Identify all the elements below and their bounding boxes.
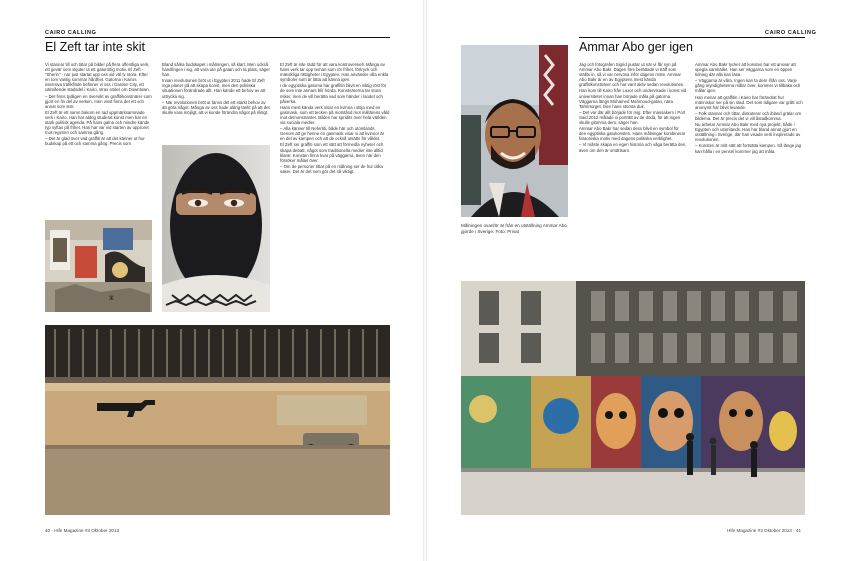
graffiti-wall-photo bbox=[45, 220, 152, 312]
mural-street-photo bbox=[461, 281, 805, 515]
page-folio-right: Hife Magazine #3 Oktober 2013 - 41 bbox=[727, 528, 802, 533]
paragraph: Han kom till Kairo från Luxor och undervisade i konst vid universitetet innan han började måla på gatorna. Väggarna längs Mohamed Mahmoud-gatan, nära Tahrirtorget, blev hans största duk. bbox=[579, 88, 687, 109]
paragraph: – Alla känner till Nefertiti, både här och utomlands. Genom att ge henne en gasmask visar vi att kvinnor är en del av kampen och att de också utsätts för våldet. bbox=[280, 126, 385, 142]
rifle-graffiti-street-photo bbox=[45, 325, 390, 515]
paragraph: Bland så/ka budskapet i målningen, så klart. Men också handlingen i sig, att vara ute på gatan och ta plats, säger han. bbox=[162, 62, 270, 78]
paragraph: – Vi måste skapa en egen historia och våga berätta den, även om den är smärtsam. bbox=[579, 142, 687, 153]
header-rule bbox=[45, 37, 390, 38]
article-column-2 bbox=[162, 62, 270, 142]
paragraph: El Zeft är inte rädd för att vara kontroversiell. Många av hans verk tar upp teman som rör frihet, förtryck och mänskliga rättigheter i Egypten. Han använder ofta enkla symboler som är lätta att känna igen. bbox=[280, 62, 389, 83]
paragraph: Han menar att graffitin i Kairo har förändrat hur människor ser på sin stad. Det som tidigare var grått och anonymt har blivit levande. bbox=[695, 94, 803, 110]
paragraph: El Zeft är ett namn bakom en rad uppmärksammade verk i Kairo. Han har aldrig studerat konst men har en stark politisk agenda. På hans galna och mindre kände typ syftas på frihet. Han har var vid starten av upproret mot regimen och samma gång. bbox=[45, 109, 150, 136]
right-page bbox=[427, 0, 850, 561]
photo-caption: Målningen ovanför är från en utställning Ammar Abo gjorde i Sverige. Foto: Privat bbox=[461, 223, 567, 234]
paragraph: Hans mest kända verk visar en kvinna i slöja med en gasmask, som ett tecken på motstånd mot militärens våld mot demonstranter. Bilden har spridits över hela världen via sociala medier. bbox=[280, 104, 390, 126]
paragraph: Innan revolutionen bröt ut i Egypten 2011 hade El Zeft inga planer på att skapa konst, men den politiska situationen förändrade allt. Han kände ett behov av att uttrycka sig. bbox=[162, 78, 266, 99]
left-page bbox=[0, 0, 423, 561]
paragraph: – Folk stannar och tittar, diskuterar och ibland grälar om bilderna. Det är precis det vi vill åstadkomma. bbox=[695, 110, 802, 121]
article-column-3 bbox=[280, 62, 390, 316]
paragraph: El Zeft ser graffiti som ett sätt att förmedla nyheter och skapa debatt, något som traditionella medier inte alltid klarar. Konsten finns kvar på väggarna, även när den försöker målas över. bbox=[280, 142, 384, 163]
article-headline: El Zeft tar inte skit bbox=[45, 40, 146, 54]
header-rule bbox=[579, 37, 805, 38]
paragraph: – Det finns tydligen en övervikt av graffitikonstnärer som gjort en fin del av verken, men visst finns det ett och annat som stör. bbox=[45, 93, 152, 109]
article-column-1 bbox=[45, 62, 153, 216]
paragraph: – Det är glad över vad graffiti är att det känner ut hur budskap på ett och samma gång. Precis som bbox=[45, 136, 145, 147]
paragraph: – När revolutionen bröt ut fanns det ett starkt behov av att göra något. Många av oss hade aldrig tänkt på att det skulle vara möjligt, att vi kunde förändra något på riktigt. bbox=[162, 99, 270, 115]
paragraph: Vi stannar till och tittar på bilder på flera offentliga verk, ett gevär som skjuter ut ett gaturörlig motiv. El Zeft - "Sherin" - nar just startat upp oss vid väl tv stora. Efter en tom vanlig sommar hårdhet. Gatorna i Kairos intensiva trafikflöde befinner vi oss i Garden City, ett välmående stadsdel i Kairo, strax söder om Downtown. bbox=[45, 62, 150, 93]
article-column-2 bbox=[695, 62, 805, 274]
paragraph: – Väggarna är våra. Ingen kan ta dem ifrån oss. Varje gång myndigheterna målar över, kommer vi tillbaka och målar igen. bbox=[695, 78, 801, 94]
artist-portrait-photo bbox=[461, 45, 568, 217]
paragraph: Nu arbetar Ammar Abo Bakr med nya projekt, både i Egypten och utomlands. Han har bland annat gjort en utställning i Sverige, där han visade verk inspirerade av revolutionen. bbox=[695, 122, 801, 143]
page-folio-left: 40 - Hife Magazine #3 Oktober 2013 bbox=[45, 528, 120, 533]
paragraph: Ammar Abo Bakr tycker att konsten har ett ansvar att spegla samhället. Han ser väggarna som en öppen tidning där alla kan läsa. bbox=[695, 62, 796, 78]
section-tag: CAIRO CALLING bbox=[45, 30, 97, 36]
masked-portrait-photo bbox=[162, 145, 270, 312]
paragraph: – Om de personer tittar på en målning ser de hur olika saker. Det är det som gör det så viktigt. bbox=[280, 163, 383, 174]
paragraph: – Konsten är mitt sätt att fortsätta kampen. Så länge jag kan hålla i en pensel kommer jag att måla. bbox=[695, 143, 802, 154]
svg-text:ⵣ: ⵣ bbox=[109, 295, 114, 302]
paragraph: I de egyptiska gatorna har graffitin blivit en viktig röst för de som inte annars blir hörda. Konstnärerna tar stora risker, men de vill berätta vad som händer i landet och påverka. bbox=[280, 83, 387, 104]
section-tag: CAIRO CALLING bbox=[765, 30, 817, 36]
paragraph: Jag och fotografen Sigrid pustar ut när vi får syn på Ammar Abo Bakr. Dagen före berättade vi träff som ställts in, så vi var nervösa inför dagens möte. Ammar Abo Bakr är en av Egyptens mest kända graffitikonstnärer och har varit aktiv sedan revolutionen. bbox=[579, 62, 685, 88]
paragraph: – Det var där allt började för mig. Efter massakern i Port Said 2012 målade vi porträtt av de döda, för att ingen skulle glömma dem, säger han. bbox=[579, 109, 686, 126]
article-column-1 bbox=[579, 62, 687, 274]
article-headline: Ammar Abo ger igen bbox=[579, 40, 693, 54]
paragraph: Ammar Abo Bakr har sedan dess blivit en symbol för den egyptiska gatukonsten. Hans målningar kombinerar faraoniska motiv med dagens politiska verklighet. bbox=[579, 126, 686, 142]
